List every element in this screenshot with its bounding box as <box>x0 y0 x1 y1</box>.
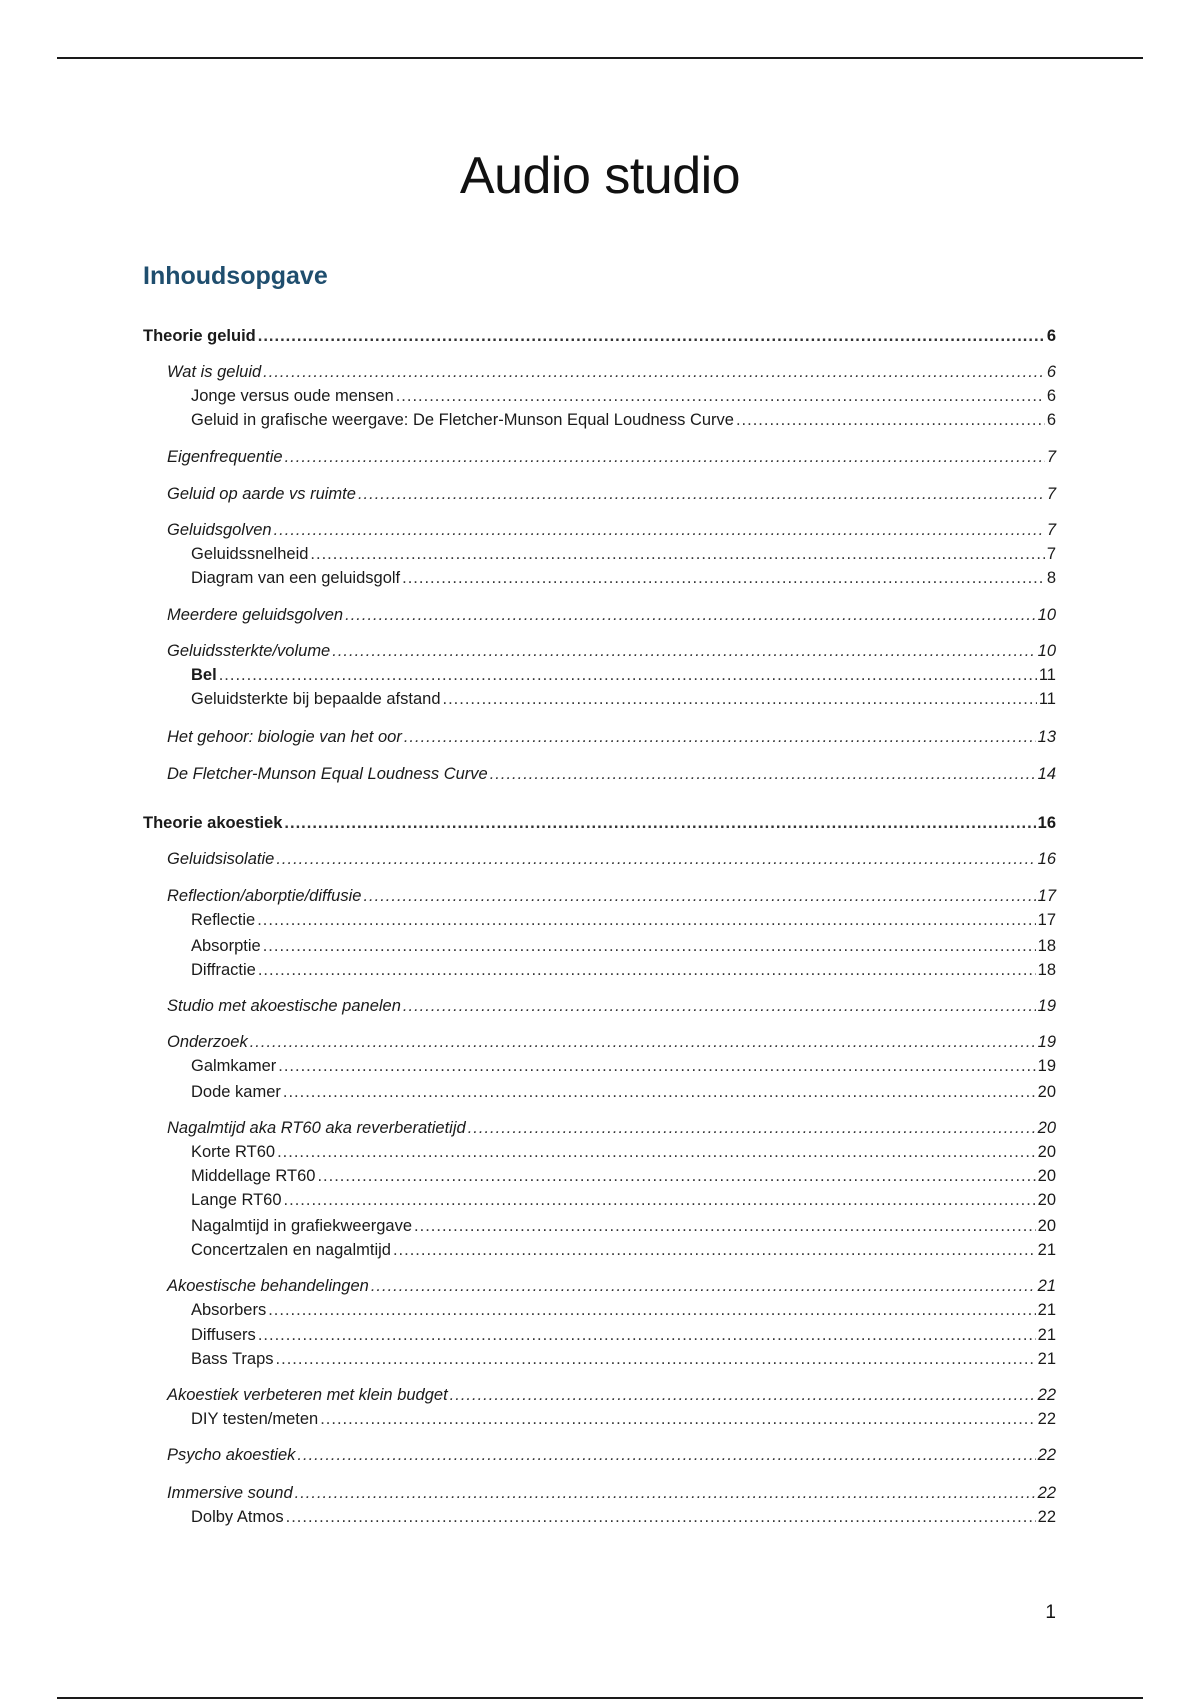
toc-entry-page: 19 <box>1037 1033 1056 1051</box>
toc-entry-page: 6 <box>1046 387 1056 405</box>
toc-entry-label: Jonge versus oude mensen <box>191 387 394 405</box>
toc-entry-page: 20 <box>1037 1167 1056 1185</box>
toc-entry-label: Geluidssnelheid <box>191 545 309 563</box>
toc-entry-label: Studio met akoestische panelen <box>167 997 401 1015</box>
toc-entry-label: Akoestiek verbeteren met klein budget <box>167 1386 448 1404</box>
toc-entry[interactable] <box>167 1031 1056 1053</box>
toc-entry[interactable] <box>191 1239 1056 1261</box>
toc-entry-page: 7 <box>1046 448 1056 466</box>
toc-dot-leader <box>258 959 1036 981</box>
toc-entry-label: Dolby Atmos <box>191 1508 284 1526</box>
toc-dot-leader <box>358 483 1045 505</box>
toc-entry-label: Geluid op aarde vs ruimte <box>167 485 356 503</box>
toc-entry-page: 17 <box>1037 911 1056 929</box>
toc-entry-label: Geluidssterkte/volume <box>167 642 331 660</box>
page-number: 1 <box>1045 1602 1056 1623</box>
toc-entry-label: Dode kamer <box>191 1083 281 1101</box>
toc-dot-leader <box>258 325 1045 347</box>
toc-entry[interactable] <box>191 385 1056 407</box>
toc-entry[interactable] <box>167 483 1056 505</box>
toc-dot-leader <box>284 1189 1036 1211</box>
toc-dot-leader <box>345 604 1036 626</box>
toc-entry-page: 11 <box>1038 690 1056 708</box>
toc-entry-page: 21 <box>1037 1301 1056 1319</box>
toc-entry-page: 6 <box>1046 411 1056 429</box>
toc-entry-label: DIY testen/meten <box>191 1410 319 1428</box>
toc-dot-leader <box>276 1348 1036 1370</box>
toc-entry[interactable] <box>167 726 1056 748</box>
toc-dot-leader <box>268 1299 1035 1321</box>
toc-dot-leader <box>295 1482 1036 1504</box>
toc-entry-page: 20 <box>1037 1143 1056 1161</box>
toc-dot-leader <box>274 519 1045 541</box>
toc-entry[interactable] <box>191 1324 1056 1346</box>
toc-dot-leader <box>414 1215 1036 1237</box>
toc-entry-page: 7 <box>1046 521 1056 539</box>
toc-entry-page: 22 <box>1037 1386 1056 1404</box>
toc-entry-page: 21 <box>1037 1241 1056 1259</box>
toc-entry-page: 16 <box>1037 850 1056 868</box>
toc-entry[interactable] <box>167 604 1056 626</box>
toc-entry-label: De Fletcher-Munson Equal Loudness Curve <box>167 765 488 783</box>
toc-entry[interactable] <box>191 935 1056 957</box>
toc-dot-leader <box>297 1444 1035 1466</box>
toc-dot-leader <box>284 812 1035 834</box>
toc-entry-label: Reflection/aborptie/diffusie <box>167 887 362 905</box>
toc-entry-page: 21 <box>1037 1277 1056 1295</box>
toc-entry-label: Meerdere geluidsgolven <box>167 606 344 624</box>
toc-entry-label: Eigenfrequentie <box>167 448 283 466</box>
toc-entry-page: 18 <box>1037 937 1056 955</box>
toc-entry-page: 11 <box>1038 666 1056 684</box>
toc-dot-leader <box>278 1055 1035 1077</box>
toc-entry[interactable] <box>167 763 1056 785</box>
toc-entry-page: 19 <box>1037 1057 1056 1075</box>
toc-entry[interactable] <box>167 1275 1056 1297</box>
toc-entry-label: Diffusers <box>191 1326 256 1344</box>
toc-entry[interactable] <box>167 519 1056 541</box>
toc-entry[interactable] <box>167 848 1056 870</box>
toc-entry[interactable] <box>191 409 1056 431</box>
toc-entry[interactable] <box>191 1141 1056 1163</box>
toc-dot-leader <box>404 726 1036 748</box>
toc-entry[interactable] <box>167 1482 1056 1504</box>
toc-entry[interactable] <box>167 640 1056 662</box>
toc-dot-leader <box>258 1324 1036 1346</box>
toc-entry-page: 8 <box>1046 569 1056 587</box>
toc-entry-label: Bel <box>191 666 217 684</box>
toc-entry[interactable] <box>191 909 1056 931</box>
toc-entry[interactable] <box>143 812 1056 834</box>
toc-dot-leader <box>219 664 1037 686</box>
toc-entry-label: Absorbers <box>191 1301 267 1319</box>
toc-entry-label: Diffractie <box>191 961 256 979</box>
toc-entry-label: Diagram van een geluidsgolf <box>191 569 401 587</box>
toc-entry[interactable] <box>191 1189 1056 1211</box>
toc-entry[interactable] <box>191 1348 1056 1370</box>
toc-dot-leader <box>263 935 1036 957</box>
top-rule <box>57 57 1143 59</box>
toc-entry-page: 22 <box>1037 1484 1056 1502</box>
toc-dot-leader <box>257 909 1035 931</box>
toc-entry-label: Middellage RT60 <box>191 1167 316 1185</box>
toc-dot-leader <box>250 1031 1036 1053</box>
toc-dot-leader <box>393 1239 1036 1261</box>
toc-entry[interactable] <box>167 885 1056 907</box>
toc-dot-leader <box>371 1275 1036 1297</box>
toc-entry-label: Bass Traps <box>191 1350 274 1368</box>
toc-entry-page: 21 <box>1037 1326 1056 1344</box>
toc-entry[interactable] <box>167 446 1056 468</box>
toc-entry[interactable] <box>167 1384 1056 1406</box>
toc-dot-leader <box>402 567 1045 589</box>
toc-dot-leader <box>310 543 1044 565</box>
toc-entry-page: 22 <box>1037 1410 1056 1428</box>
toc-entry-label: Immersive sound <box>167 1484 293 1502</box>
toc-entry-label: Korte RT60 <box>191 1143 276 1161</box>
toc-entry[interactable] <box>191 959 1056 981</box>
toc-dot-leader <box>403 995 1036 1017</box>
toc-entry-label: Akoestische behandelingen <box>167 1277 369 1295</box>
toc-entry-label: Geluidsisolatie <box>167 850 275 868</box>
toc-dot-leader <box>277 1141 1036 1163</box>
toc-entry-page: 14 <box>1037 765 1056 783</box>
toc-entry-label: Het gehoor: biologie van het oor <box>167 728 402 746</box>
toc-entry-label: Wat is geluid <box>167 363 262 381</box>
toc-entry-label: Galmkamer <box>191 1057 277 1075</box>
toc-entry[interactable] <box>191 1055 1056 1077</box>
toc-entry[interactable] <box>191 543 1056 565</box>
toc-dot-leader <box>286 1506 1036 1528</box>
toc-entry[interactable] <box>191 1506 1056 1528</box>
toc-entry-page: 6 <box>1046 327 1056 345</box>
toc-entry-page: 10 <box>1037 606 1056 624</box>
toc-entry-label: Theorie geluid <box>143 327 256 345</box>
toc-entry[interactable] <box>191 664 1056 686</box>
toc-dot-leader <box>332 640 1035 662</box>
toc-entry-page: 20 <box>1037 1191 1056 1209</box>
toc-entry-page: 16 <box>1037 814 1056 832</box>
toc-dot-leader <box>285 446 1045 468</box>
toc-entry-label: Lange RT60 <box>191 1191 282 1209</box>
toc-entry-page: 13 <box>1037 728 1056 746</box>
toc-entry-label: Onderzoek <box>167 1033 248 1051</box>
toc-dot-leader <box>320 1408 1035 1430</box>
toc-entry[interactable] <box>191 567 1056 589</box>
toc-dot-leader <box>317 1165 1035 1187</box>
toc-heading: Inhoudsopgave <box>143 262 328 290</box>
toc-entry-page: 17 <box>1037 887 1056 905</box>
toc-dot-leader <box>443 688 1037 710</box>
toc-entry[interactable] <box>167 995 1056 1017</box>
toc-entry-label: Geluidsterkte bij bepaalde afstand <box>191 690 441 708</box>
toc-entry-label: Geluidsgolven <box>167 521 272 539</box>
toc-entry-label: Nagalmtijd in grafiekweergave <box>191 1217 413 1235</box>
document-title: Audio studio <box>459 147 741 205</box>
toc-entry[interactable] <box>191 1165 1056 1187</box>
toc-dot-leader <box>263 361 1045 383</box>
toc-entry[interactable] <box>167 1117 1056 1139</box>
toc-entry-label: Geluid in grafische weergave: De Fletcher-Munson Equal Loudness Curve <box>191 411 734 429</box>
toc-entry-label: Reflectie <box>191 911 256 929</box>
toc-entry[interactable] <box>167 361 1056 383</box>
toc-entry-page: 22 <box>1037 1446 1056 1464</box>
bottom-rule <box>57 1697 1143 1699</box>
toc-entry-page: 22 <box>1037 1508 1056 1526</box>
toc-entry-page: 20 <box>1037 1083 1056 1101</box>
toc-entry[interactable] <box>191 1215 1056 1237</box>
toc-entry-label: Nagalmtijd aka RT60 aka reverberatietijd <box>167 1119 466 1137</box>
toc-entry-page: 18 <box>1037 961 1056 979</box>
toc-dot-leader <box>468 1117 1036 1139</box>
toc-entry[interactable] <box>167 1444 1056 1466</box>
toc-dot-leader <box>283 1081 1036 1103</box>
toc-dot-leader <box>396 385 1045 407</box>
toc-dot-leader <box>363 885 1035 907</box>
toc-dot-leader <box>276 848 1035 870</box>
toc-entry[interactable] <box>191 1081 1056 1103</box>
toc-entry-page: 21 <box>1037 1350 1056 1368</box>
toc-dot-leader <box>490 763 1036 785</box>
toc-entry-label: Psycho akoestiek <box>167 1446 296 1464</box>
toc-entry-label: Concertzalen en nagalmtijd <box>191 1241 391 1259</box>
toc-entry[interactable] <box>191 1408 1056 1430</box>
toc-entry[interactable] <box>191 1299 1056 1321</box>
toc-entry[interactable] <box>191 688 1056 710</box>
toc-entry-page: 10 <box>1037 642 1056 660</box>
toc-entry-page: 6 <box>1046 363 1056 381</box>
toc-entry[interactable] <box>143 325 1056 347</box>
toc-entry-page: 7 <box>1046 485 1056 503</box>
toc-dot-leader <box>736 409 1045 431</box>
toc-entry-label: Theorie akoestiek <box>143 814 283 832</box>
toc-entry-page: 7 <box>1046 545 1056 563</box>
toc-entry-page: 20 <box>1037 1119 1056 1137</box>
toc-dot-leader <box>450 1384 1036 1406</box>
toc-entry-label: Absorptie <box>191 937 261 955</box>
toc-entry-page: 19 <box>1037 997 1056 1015</box>
toc-entry-page: 20 <box>1037 1217 1056 1235</box>
